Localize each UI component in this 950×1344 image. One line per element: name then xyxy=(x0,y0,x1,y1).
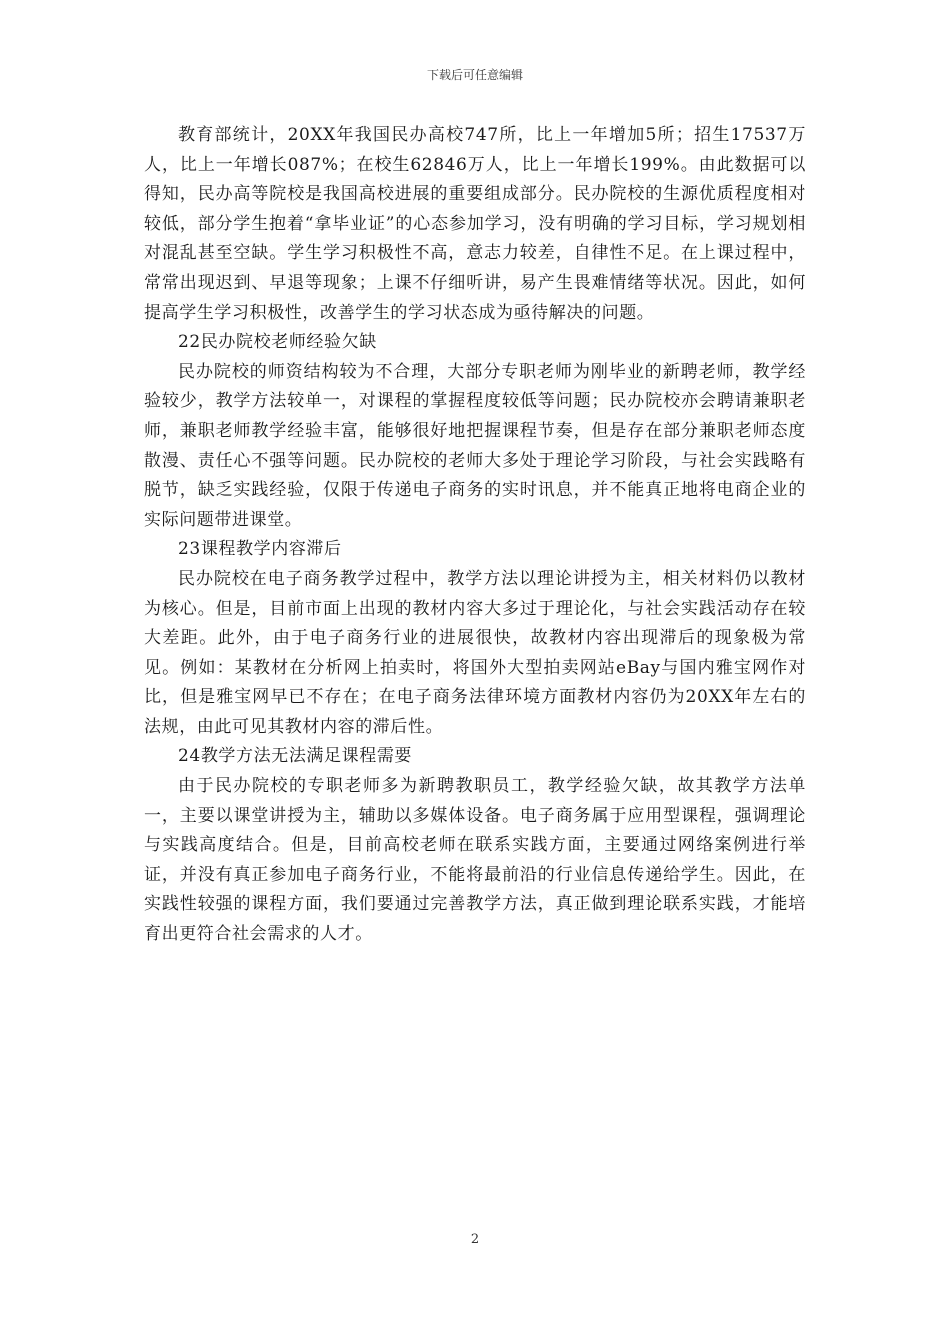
paragraph-outdated-content: 民办院校在电子商务教学过程中，教学方法以理论讲授为主，相关材料仍以教材为核心。但是，目前市面上出现的教材内容大多过于理论化，与社会实践活动存在较大差距。此外，由于电子商务行业的进展很快，故教材内容出现滞后的现象极为常见。例如：某教材在分析网上拍卖时，将国外大型拍卖网站eBay与国内雅宝网作对比，但是雅宝网早已不存在；在电子商务法律环境方面教材内容仍为20XX年左右的法规，由此可见其教材内容的滞后性。 xyxy=(144,568,806,737)
document-body xyxy=(144,121,806,950)
paragraph-enrollment-statistics: 教育部统计，20XX年我国民办高校747所，比上一年增加5所；招生17537万人，比上一年增长087%；在校生62846万人，比上一年增长199%。由此数据可以得知，民办高等院校是我国高校进展的重要组成部分。民办院校的生源优质程度相对较低，部分学生抱着“拿毕业证”的心态参加学习，没有明确的学习目标，学习规划相对混乱甚至空缺。学生学习积极性不高，意志力较差，自律性不足。在上课过程中，常常出现迟到、早退等现象；上课不仔细听讲，易产生畏难情绪等状况。因此，如何提高学生学习积极性，改善学生的学习状态成为亟待解决的问题。 xyxy=(144,125,806,323)
page-number: 2 xyxy=(470,1232,480,1247)
paragraph-teaching-methods: 由于民办院校的专职老师多为新聘教职员工，教学经验欠缺，故其教学方法单一，主要以课堂讲授为主，辅助以多媒体设备。电子商务属于应用型课程，强调理论与实践高度结合。但是，目前高校老师在联系实践方面，主要通过网络案例进行举证，并没有真正参加电子商务行业，不能将最前沿的行业信息传递给学生。因此，在实践性较强的课程方面，我们要通过完善教学方法，真正做到理论联系实践，才能培育出更符合社会需求的人才。 xyxy=(144,776,806,945)
section-heading-teacher-experience: 22民办院校老师经验欠缺 xyxy=(178,332,377,353)
paragraph-teacher-experience: 民办院校的师资结构较为不合理，大部分专职老师为刚毕业的新聘老师，教学经验较少，教学方法较单一，对课程的掌握程度较低等问题；民办院校亦会聘请兼职老师，兼职老师教学经验丰富，能够很好地把握课程节奏，但是存在部分兼职老师态度散漫、责任心不强等问题。民办院校的老师大多处于理论学习阶段，与社会实践略有脱节，缺乏实践经验，仅限于传递电子商务的实时讯息，并不能真正地将电商企业的实际问题带进课堂。 xyxy=(144,361,806,530)
page-header: 下载后可任意编辑 xyxy=(426,68,523,82)
section-heading-teaching-methods: 24教学方法无法满足课程需要 xyxy=(178,746,413,767)
section-heading-outdated-content: 23课程教学内容滞后 xyxy=(178,539,342,560)
